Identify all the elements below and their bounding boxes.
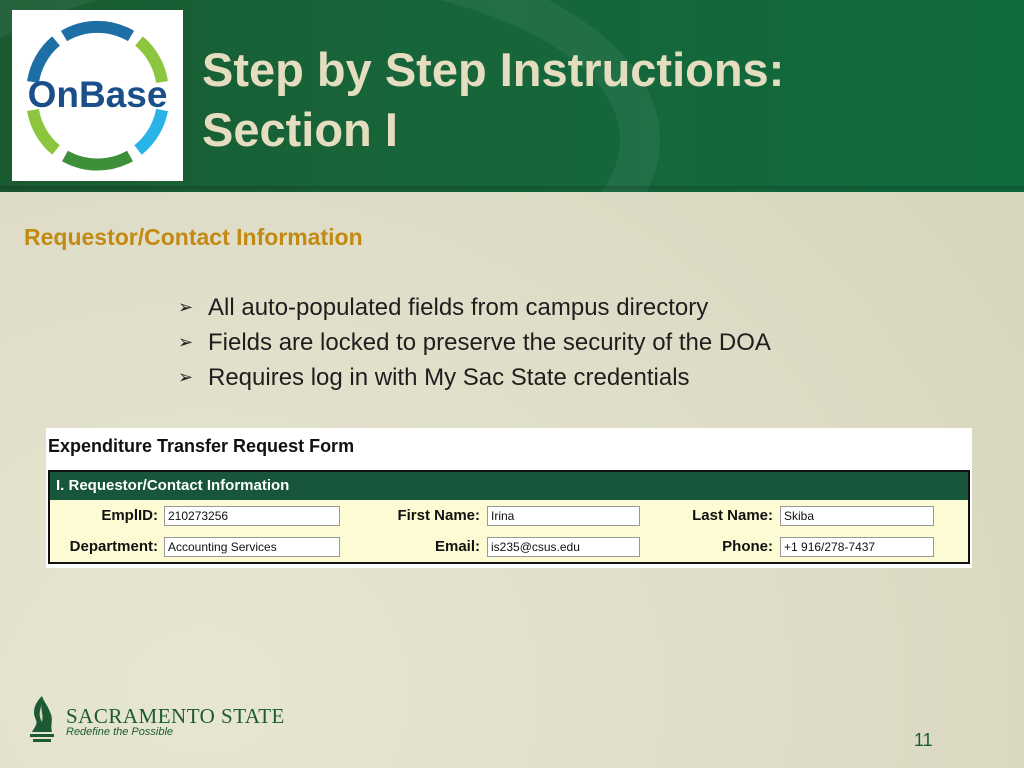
logo-text: OnBase (27, 74, 168, 115)
bullet-text: Fields are locked to preserve the security of the DOA (208, 329, 771, 356)
form-title: Expenditure Transfer Request Form (48, 436, 355, 456)
page-number: 11 (914, 730, 933, 750)
form-screenshot (46, 428, 972, 568)
bullet-item (178, 360, 771, 395)
slide-header (0, 0, 1024, 192)
emplid-field[interactable] (164, 506, 340, 526)
email-field[interactable] (487, 537, 640, 557)
first-name-label: First Name: (397, 507, 480, 524)
bullet-item (178, 290, 771, 325)
bullet-text: All auto-populated fields from campus directory (208, 294, 709, 321)
bullet-text: Requires log in with My Sac State credentials (208, 364, 690, 391)
emplid-label: EmplID: (101, 507, 158, 524)
header-shadow (0, 186, 1024, 192)
university-name: SACRAMENTO STATE (66, 704, 285, 728)
arrow-bullet-icon: ➢ (178, 297, 194, 317)
title-line-2: Section I (202, 103, 398, 156)
hornet-flame-icon (24, 694, 60, 746)
bullet-item (178, 325, 771, 360)
onbase-logo (12, 10, 183, 181)
section-bar: I. Requestor/Contact Information (50, 472, 968, 500)
onbase-ring-icon (12, 10, 183, 181)
bullet-list (178, 290, 771, 395)
last-name-field[interactable] (780, 506, 934, 526)
arrow-bullet-icon: ➢ (178, 332, 194, 352)
last-name-label: Last Name: (692, 507, 773, 524)
section-heading: Requestor/Contact Information (24, 224, 363, 250)
requestor-section-panel (48, 470, 970, 564)
title-line-1: Step by Step Instructions: (202, 43, 785, 96)
email-label: Email: (434, 538, 480, 555)
first-name-field[interactable] (487, 506, 640, 526)
arrow-bullet-icon: ➢ (178, 367, 194, 387)
university-tagline: Redefine the Possible (66, 726, 174, 738)
department-field[interactable] (164, 537, 340, 557)
phone-field[interactable] (780, 537, 934, 557)
page-title (202, 40, 784, 160)
department-label: Department: (69, 538, 158, 555)
phone-label: Phone: (722, 538, 773, 555)
